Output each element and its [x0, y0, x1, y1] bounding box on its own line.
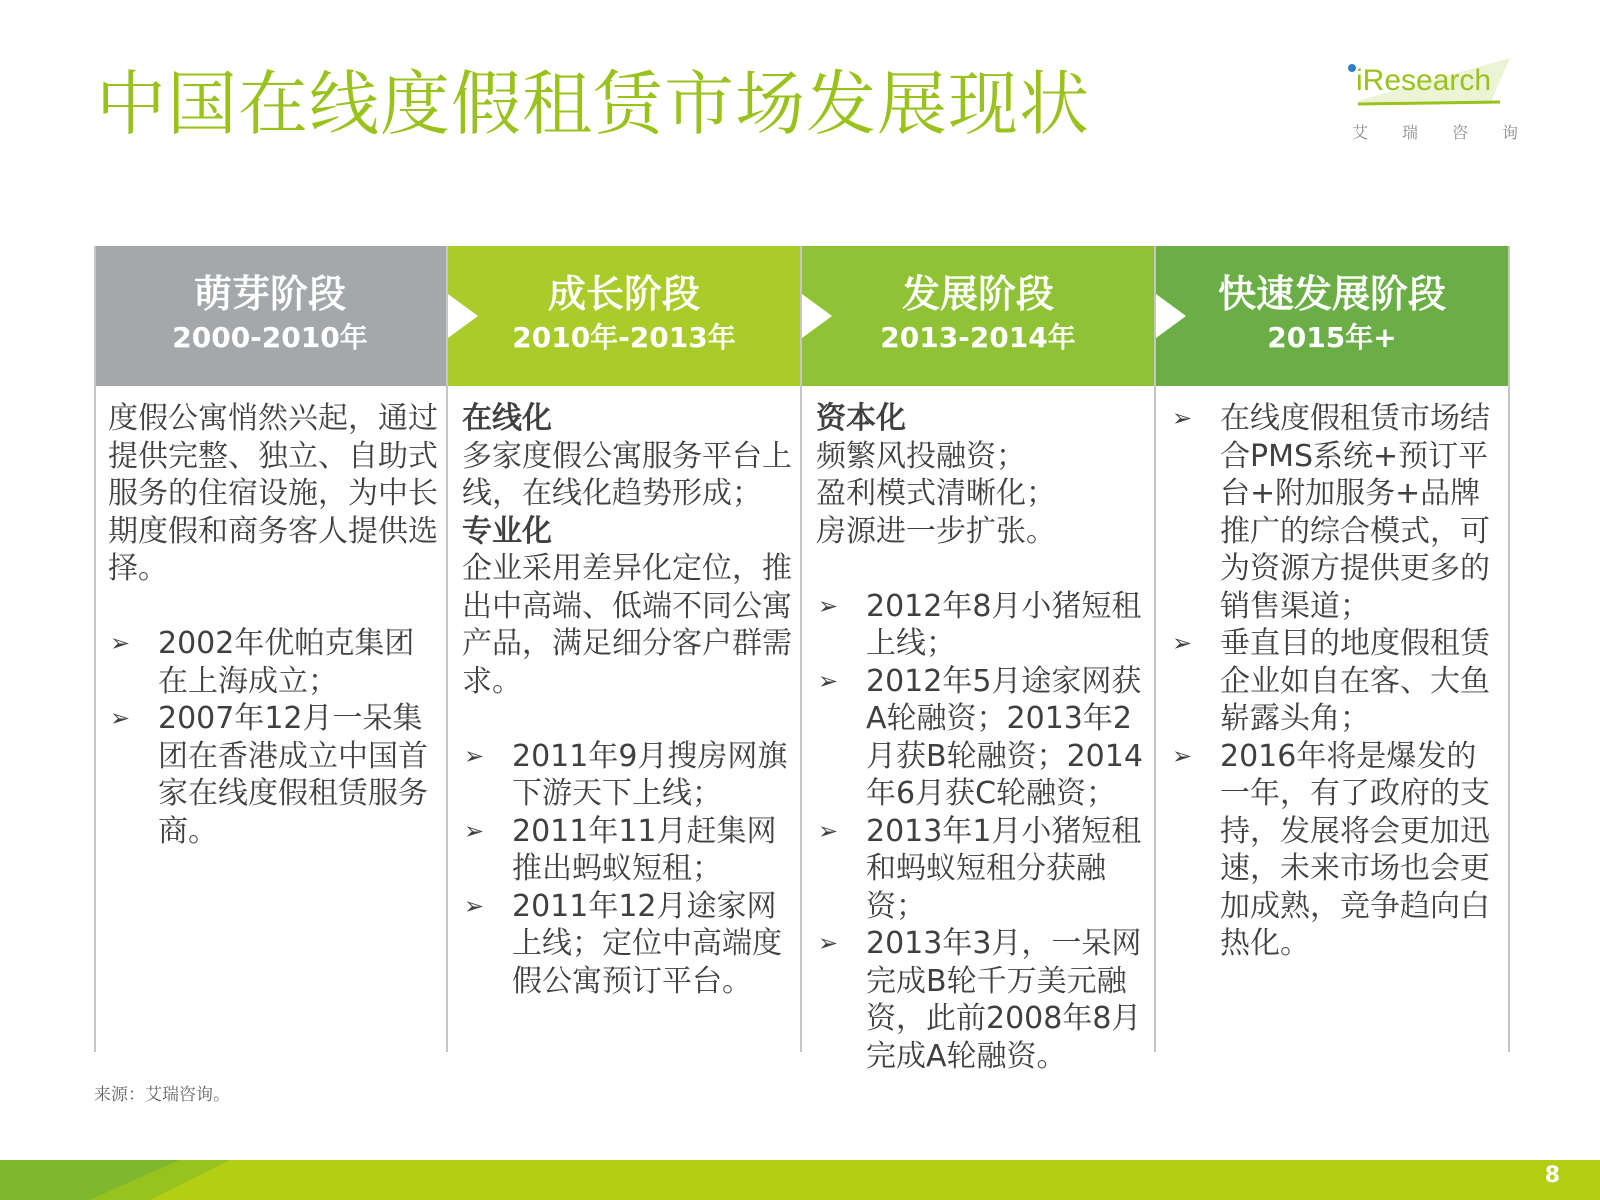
- stage-bullets: [1170, 400, 1502, 963]
- logo-sub-char: 询: [1501, 123, 1518, 142]
- stage-header: [802, 246, 1154, 386]
- stage-body: [462, 400, 794, 1000]
- bullet-item: ➢ 2016年将是爆发的一年，有了政府的支持，发展将会更加迅速，未来市场也会更加成熟，竞争趋向白热化。: [1172, 738, 1490, 961]
- iresearch-logo: [1340, 58, 1516, 142]
- stage-bullets: [108, 625, 440, 850]
- arrow-bullet-icon: ➢: [818, 816, 839, 845]
- page-number: 8: [1544, 1163, 1560, 1188]
- arrow-bullet-icon: ➢: [110, 704, 131, 732]
- stage-column-growth: [448, 246, 800, 1052]
- stage-body: [1170, 400, 1502, 963]
- arrow-bullet-icon: ➢: [818, 666, 839, 695]
- stage-header: [448, 246, 800, 386]
- stage-years: 2015年+: [1267, 321, 1397, 354]
- stage-name: 萌芽阶段: [193, 272, 346, 316]
- section-heading: 在线化: [462, 401, 552, 436]
- stage-intro: 度假公寓悄然兴起，通过提供完整、独立、自助式服务的住宿设施，为中长期度假和商务客人提供选择。: [108, 401, 438, 586]
- stage-header: [94, 246, 446, 386]
- source-note: 来源：艾瑞咨询。: [94, 1085, 230, 1105]
- logo-sub-char: 瑞: [1401, 123, 1418, 142]
- section-line: 房源进一步扩张。: [816, 513, 1056, 549]
- bullet-item: ➢ 2013年1月小猪短租和蚂蚁短租分获融资；: [818, 813, 1142, 924]
- section-line: 盈利模式清晰化；: [816, 476, 1056, 511]
- stage-years: 2013-2014年: [880, 321, 1076, 354]
- stage-header: [1156, 246, 1508, 386]
- logo-subtitle: [1352, 120, 1518, 143]
- stage-bullets: [462, 738, 794, 1001]
- section-text: 企业采用差异化定位，推出中高端、低端不同公寓产品，满足细分客户群需求。: [462, 551, 792, 699]
- bullet-item: ➢ 在线度假租赁市场结合PMS系统+预订平台+附加服务+品牌推广的综合模式，可为资源方提供更多的销售渠道；: [1172, 401, 1490, 624]
- footer-bar: [0, 1160, 1600, 1200]
- bullet-item: ➢ 2012年5月途家网获A轮融资；2013年2月获B轮融资；2014年6月获C轮融资；: [818, 663, 1143, 811]
- stage-years: 2010年-2013年: [512, 321, 736, 354]
- arrow-bullet-icon: ➢: [1172, 404, 1193, 432]
- arrow-bullet-icon: ➢: [110, 629, 131, 657]
- stage-body: [108, 400, 440, 850]
- bullet-item: ➢ 2007年12月一呆集团在香港成立中国首家在线度假租赁服务商。: [110, 701, 428, 849]
- logo-wordmark: iResearch: [1356, 64, 1492, 97]
- bullet-item: ➢ 2011年9月搜房网旗下游天下上线；: [464, 738, 788, 811]
- bullet-item: ➢ 2013年3月，一呆网完成B轮千万美元融资，此前2008年8月完成A轮融资。: [818, 926, 1142, 1074]
- stage-name: 发展阶段: [901, 272, 1054, 316]
- bullet-item: ➢ 2011年11月赶集网推出蚂蚁短租；: [464, 813, 777, 886]
- stage-column-rapid: [1156, 246, 1508, 1052]
- stage-columns: [94, 246, 1522, 1074]
- column-divider: [1508, 246, 1510, 1052]
- stage-name: 成长阶段: [547, 272, 700, 316]
- arrow-bullet-icon: ➢: [818, 591, 839, 620]
- arrow-bullet-icon: ➢: [464, 891, 485, 920]
- arrow-bullet-icon: ➢: [1172, 741, 1193, 770]
- bullet-item: ➢ 垂直目的地度假租赁企业如自在客、大鱼崭露头角；: [1172, 626, 1490, 736]
- stage-name: 快速发展阶段: [1217, 272, 1446, 316]
- column-divider: [94, 246, 96, 1052]
- bullet-item: ➢ 2012年8月小猪短租上线；: [818, 588, 1142, 661]
- logo-sub-char: 咨: [1451, 123, 1468, 142]
- section-text: 多家度假公寓服务平台上线，在线化趋势形成；: [462, 438, 792, 511]
- section-line: 频繁风投融资；: [816, 438, 1026, 474]
- stage-column-development: [802, 246, 1154, 1074]
- page-title: 中国在线度假租赁市场发展现状: [96, 63, 1090, 145]
- stage-column-sprout: [94, 246, 446, 1052]
- stage-bullets: [816, 588, 1148, 1076]
- arrow-bullet-icon: ➢: [1172, 629, 1193, 657]
- arrow-bullet-icon: ➢: [464, 816, 485, 845]
- section-heading: 专业化: [462, 513, 552, 549]
- logo-sub-char: 艾: [1352, 123, 1369, 142]
- stage-body: [816, 400, 1148, 1075]
- bullet-item: ➢ 2011年12月途家网上线；定位中高端度假公寓预订平台。: [464, 888, 782, 999]
- arrow-bullet-icon: ➢: [464, 741, 485, 770]
- stage-years: 2000-2010年: [172, 321, 368, 354]
- arrow-bullet-icon: ➢: [818, 929, 839, 957]
- bullet-item: ➢ 2002年优帕克集团在上海成立；: [110, 626, 415, 699]
- section-heading: 资本化: [816, 401, 906, 436]
